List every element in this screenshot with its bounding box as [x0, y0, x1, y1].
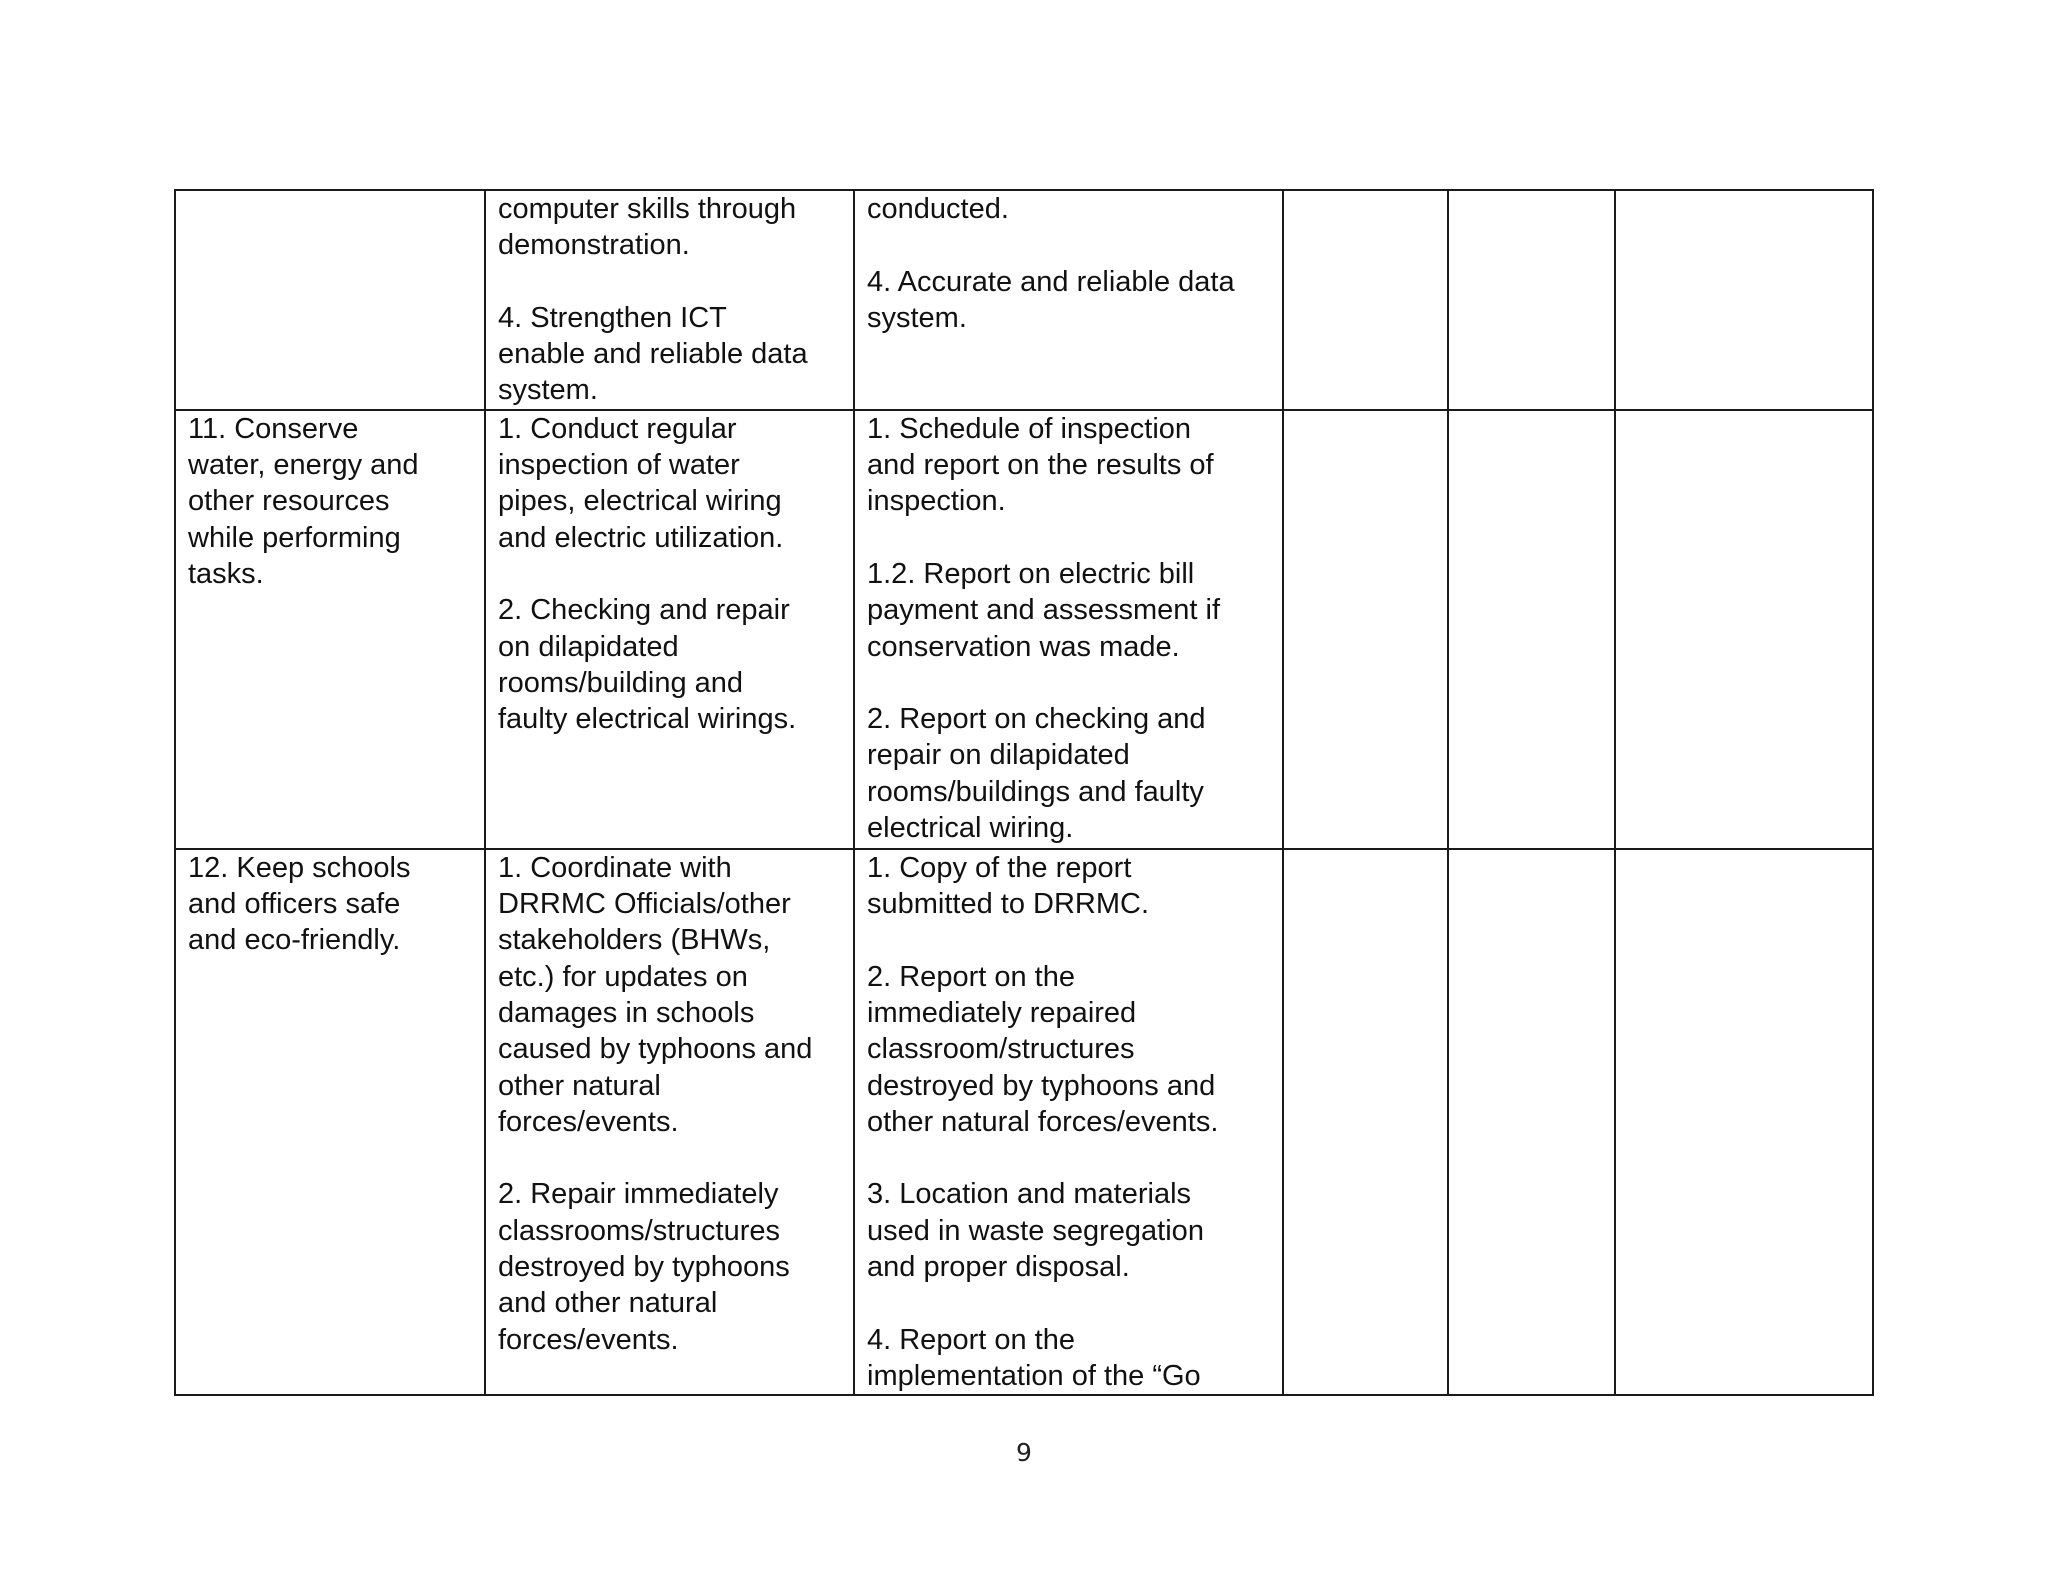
empty-cell [1615, 410, 1873, 849]
cell-text-line: submitted to DRRMC. [867, 888, 1150, 921]
cell-text-line: 12. Keep schools [188, 851, 411, 884]
cell-text-line: destroyed by typhoons [498, 1251, 790, 1284]
cell-text-line: immediately repaired [867, 996, 1137, 1029]
cell-text-line: 4. Accurate and reliable data [867, 265, 1235, 298]
cell-text-line: rooms/building and [498, 666, 744, 699]
paragraph-gap [867, 922, 1270, 958]
paragraph-gap [867, 520, 1270, 556]
cell-text-line: implementation of the “Go [867, 1359, 1201, 1392]
page-number: 9 [1016, 1438, 1032, 1467]
cell-text-line: system. [498, 374, 598, 407]
cell-text-line: other resources [188, 485, 390, 518]
cell-text-line: on dilapidated [498, 630, 679, 663]
paragraph-gap [867, 665, 1270, 701]
table-row [175, 849, 1873, 1395]
strategy-cell [485, 190, 854, 410]
cell-text-line: stakeholders (BHWs, [498, 924, 771, 957]
paragraph-gap [498, 556, 841, 592]
objective-cell [175, 190, 485, 410]
cell-text-line: classroom/structures [867, 1033, 1135, 1066]
table-row [175, 410, 1873, 849]
cell-text-line: 3. Location and materials [867, 1178, 1192, 1211]
output-cell [854, 410, 1283, 849]
cell-text-line: computer skills through [498, 193, 797, 225]
cell-text-line: damages in schools [498, 996, 755, 1029]
paragraph-gap [498, 264, 841, 300]
cell-text-line: demonstration. [498, 229, 690, 262]
cell-text-line: enable and reliable data [498, 338, 808, 371]
empty-cell [1283, 190, 1448, 410]
cell-text-line: forces/events. [498, 1105, 679, 1138]
cell-text-line: 2. Report on the [867, 960, 1075, 993]
cell-text-line: inspection of water [498, 449, 740, 482]
cell-text-line: used in waste segregation [867, 1214, 1204, 1247]
paragraph-gap [867, 227, 1270, 263]
cell-text-line: and report on the results of [867, 449, 1214, 482]
empty-cell [1615, 849, 1873, 1395]
cell-text-line: tasks. [188, 557, 264, 590]
cell-text-line: DRRMC Officials/other [498, 888, 791, 921]
cell-text-line: and proper disposal. [867, 1251, 1130, 1284]
output-cell [854, 849, 1283, 1395]
cell-text-line: 4. Strengthen ICT [498, 301, 727, 334]
cell-text-line: faulty electrical wirings. [498, 703, 797, 736]
cell-text-line: pipes, electrical wiring [498, 485, 782, 518]
cell-text-line: and other natural [498, 1287, 718, 1320]
cell-text-line: and eco-friendly. [188, 924, 401, 957]
cell-text-line: 1.2. Report on electric bill [867, 557, 1195, 590]
empty-cell [1283, 410, 1448, 849]
cell-text-line: 4. Report on the [867, 1323, 1075, 1356]
cell-text-line: 1. Conduct regular [498, 412, 737, 445]
cell-text-line: 11. Conserve [188, 412, 359, 445]
output-cell [854, 190, 1283, 410]
empty-cell [1448, 410, 1615, 849]
cell-text-line: 2. Repair immediately [498, 1178, 779, 1211]
objective-cell [175, 849, 485, 1395]
cell-text-line: payment and assessment if [867, 594, 1221, 627]
strategy-cell [485, 849, 854, 1395]
cell-text-line: electrical wiring. [867, 812, 1074, 845]
paragraph-gap [867, 1140, 1270, 1176]
cell-text-line: other natural [498, 1069, 661, 1102]
empty-cell [1448, 849, 1615, 1395]
cell-text-line: 1. Coordinate with [498, 851, 732, 884]
table-row [175, 190, 1873, 410]
cell-text-line: system. [867, 301, 967, 334]
cell-text-line: 2. Checking and repair [498, 594, 790, 627]
cell-text-line: forces/events. [498, 1323, 679, 1356]
cell-text-line: inspection. [867, 485, 1006, 518]
cell-text-line: destroyed by typhoons and [867, 1069, 1216, 1102]
cell-text-line: water, energy and [188, 449, 419, 482]
cell-text-line: 1. Copy of the report [867, 851, 1132, 884]
paragraph-gap [498, 1140, 841, 1176]
cell-text-line: conducted. [867, 193, 1009, 225]
objective-cell [175, 410, 485, 849]
empty-cell [1448, 190, 1615, 410]
cell-text-line: rooms/buildings and faulty [867, 775, 1204, 808]
cell-text-line: 2. Report on checking and [867, 703, 1206, 736]
cell-text-line: and electric utilization. [498, 521, 784, 554]
empty-cell [1615, 190, 1873, 410]
paragraph-gap [867, 1285, 1270, 1321]
cell-text-line: conservation was made. [867, 630, 1180, 663]
cell-text-line: while performing [188, 521, 401, 554]
cell-text-line: repair on dilapidated [867, 739, 1130, 772]
cell-text-line: classrooms/structures [498, 1214, 781, 1247]
cell-text-line: 1. Schedule of inspection [867, 412, 1192, 445]
cell-text-line: etc.) for updates on [498, 960, 748, 993]
strategy-cell [485, 410, 854, 849]
empty-cell [1283, 849, 1448, 1395]
cell-text-line: other natural forces/events. [867, 1105, 1219, 1138]
cell-text-line: and officers safe [188, 888, 401, 921]
plan-table [174, 189, 1874, 1396]
cell-text-line: caused by typhoons and [498, 1033, 813, 1066]
